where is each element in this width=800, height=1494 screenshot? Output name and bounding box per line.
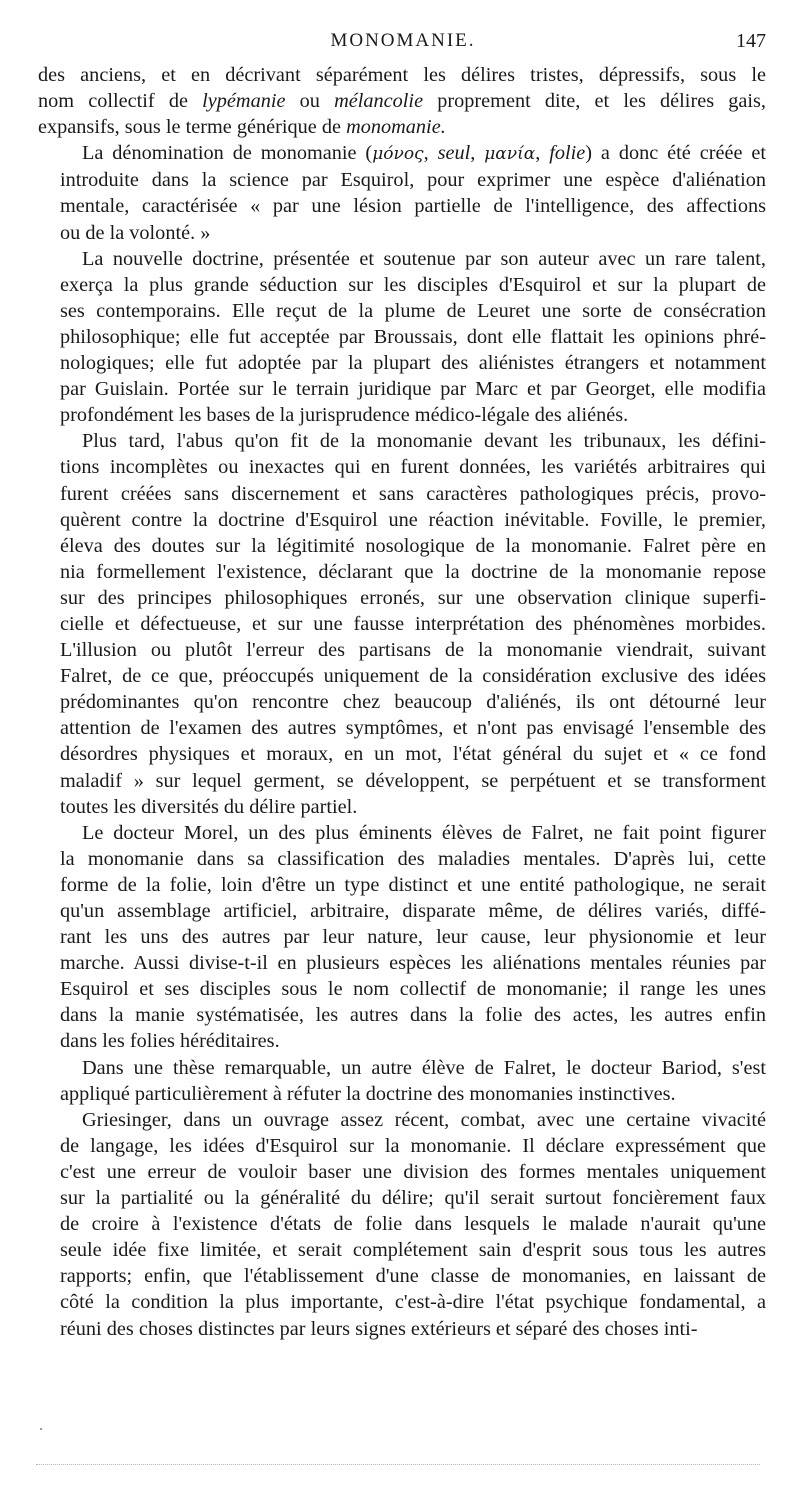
greek-term: μόνος — [372, 144, 424, 165]
text-run: expansifs, sous le terme générique de — [38, 116, 347, 139]
text-run: par Guislain. Portée sur le terrain juridique par Marc et par Georget, elle modifia — [60, 378, 766, 401]
text-line — [38, 1185, 766, 1211]
text-line — [38, 402, 766, 428]
text-line — [38, 533, 766, 559]
text-run: quèrent contre la doctrine d'Esquirol une réaction inévitable. Foville, le premier, — [60, 508, 766, 531]
text-run: désordres physiques et moraux, en un mot, l'état général du sujet et « ce fond — [60, 743, 766, 766]
text-line — [38, 741, 766, 767]
text-run: prédominantes qu'on rencontre chez beaucoup d'aliénés, ils ont détourné leur — [60, 691, 766, 714]
paragraph — [38, 62, 766, 140]
paragraph — [38, 1055, 766, 1107]
text-line — [38, 324, 766, 350]
text-line — [38, 1107, 766, 1133]
running-head: MONOMANIE. — [330, 30, 476, 51]
text-run: La dénomination de monomanie ( — [82, 142, 373, 165]
text-run: exerça la plus grande séduction sur les disciples d'Esquirol et sur la plupart de — [60, 273, 766, 296]
text-run: profondément les bases de la jurisprudence médico-légale des aliénés. — [60, 404, 629, 427]
text-run: ou — [285, 90, 335, 113]
text-run: nom collectif de — [38, 90, 203, 113]
text-run: introduite dans la science par Esquirol, pour exprimer une espèce d'aliénation — [60, 169, 766, 192]
text-line — [38, 507, 766, 533]
italic-term: monomanie. — [346, 116, 446, 139]
text-run: la monomanie dans sa classification des maladies mentales. D'après lui, cette — [60, 847, 766, 870]
text-line — [38, 220, 766, 246]
text-run: , — [423, 142, 438, 165]
text-run: attention de l'examen des autres symptômes, et n'ont pas envisagé l'ensemble des — [60, 717, 766, 740]
paragraph — [38, 140, 766, 245]
text-run: toutes les diversités du délire partiel. — [60, 795, 358, 818]
text-run: Esquirol et ses disciples sous le nom collectif de monomanie; il range les unes — [60, 978, 766, 1001]
text-line — [38, 62, 766, 88]
text-run: Dans une thèse remarquable, un autre élève de Falret, le docteur Bariod, s'est — [82, 1056, 766, 1079]
text-run: ses contemporains. Elle reçut de la plume de Leuret une sorte de consécration — [60, 299, 766, 322]
text-run: ou de la volonté. » — [60, 221, 211, 244]
text-line — [38, 663, 766, 689]
text-run: cielle et défectueuse, et sur une fausse interprétation des phénomènes morbides. — [60, 612, 766, 635]
text-run: dans la manie systématisée, les autres dans la folie des actes, les autres enfin — [60, 1004, 766, 1027]
text-line — [38, 976, 766, 1002]
text-line — [38, 114, 766, 140]
text-run: rant les uns des autres par leur nature, leur cause, leur physionomie et leur — [60, 926, 766, 949]
text-line — [38, 193, 766, 219]
text-line — [38, 167, 766, 193]
text-line — [38, 1055, 766, 1081]
text-line — [38, 246, 766, 272]
text-run: qu'un assemblage artificiel, arbitraire, disparate même, de délires variés, diffé- — [60, 900, 766, 922]
text-line — [38, 1159, 766, 1185]
text-line — [38, 768, 766, 794]
text-line — [38, 428, 766, 454]
italic-term: lypémanie — [202, 90, 286, 113]
text-run: tions incomplètes ou inexactes qui en furent données, les variétés arbitraires qui — [60, 456, 766, 479]
text-line — [38, 898, 766, 924]
text-line — [38, 1263, 766, 1289]
text-line — [38, 481, 766, 507]
text-line — [38, 1237, 766, 1263]
text-line — [38, 689, 766, 715]
text-line — [38, 1081, 766, 1107]
print-speck — [40, 1428, 42, 1430]
paragraph — [38, 820, 766, 1055]
text-run: proprement dite, et les délires gais, — [423, 90, 766, 113]
greek-term: μανία — [484, 144, 536, 165]
italic-term: folie — [549, 142, 586, 165]
text-run: Griesinger, dans un ouvrage assez récent, combat, avec une certaine vivacité — [82, 1108, 766, 1131]
text-run: c'est une erreur de vouloir baser une division des formes mentales uniquement — [60, 1160, 766, 1183]
text-run: Falret, de ce que, préoccupés uniquement de la considération exclusive des idées — [60, 665, 766, 688]
text-run: côté la condition la plus importante, c'est-à-dire l'état psychique fondamental, a — [60, 1291, 766, 1314]
text-run: dans les folies héréditaires. — [60, 1030, 280, 1053]
page-number: 147 — [736, 30, 766, 52]
text-run: furent créées sans discernement et sans caractères pathologiques précis, provo- — [60, 482, 766, 505]
text-run: réuni des choses distinctes par leurs signes extérieurs et séparé des choses inti- — [60, 1317, 698, 1340]
text-line — [38, 559, 766, 585]
text-run: Plus tard, l'abus qu'on fit de la monomanie devant les tribunaux, les défini- — [82, 430, 766, 453]
text-run: mentale, caractérisée « par une lésion partielle de l'intelligence, des affections — [60, 195, 766, 218]
text-run: Le docteur Morel, un des plus éminents élèves de Falret, ne fait point figurer — [82, 821, 766, 844]
text-run: des anciens, et en décrivant séparément les délires tristes, dépressifs, sous le — [38, 64, 766, 86]
text-line — [38, 950, 766, 976]
text-line — [38, 1316, 766, 1342]
text-line — [38, 1211, 766, 1237]
text-line — [38, 140, 766, 167]
italic-term: seul — [437, 142, 471, 165]
paragraph — [38, 246, 766, 429]
text-line — [38, 872, 766, 898]
page-bottom-edge — [36, 1462, 760, 1465]
text-line — [38, 272, 766, 298]
text-line — [38, 88, 766, 114]
text-run: appliqué particulièrement à réfuter la doctrine des monomanies instinctives. — [60, 1082, 676, 1105]
text-run: de croire à l'existence d'états de folie dans lesquels le malade n'aurait qu'une — [60, 1213, 766, 1236]
text-line — [38, 794, 766, 820]
text-line — [38, 376, 766, 402]
text-run: marche. Aussi divise-t-il en plusieurs espèces les aliénations mentales réunies par — [60, 952, 766, 975]
text-run: sur la partialité ou la généralité du délire; qu'il serait surtout foncièrement faux — [60, 1187, 766, 1210]
text-run: éleva des doutes sur la légitimité nosologique de la monomanie. Falret père en — [60, 534, 766, 557]
text-line — [38, 350, 766, 376]
paragraph — [38, 1107, 766, 1342]
body-text — [38, 62, 766, 1342]
text-run: ) a donc été créée et — [585, 142, 767, 165]
text-run: maladif » sur lequel germent, se développent, se perpétuent et se transforment — [60, 769, 766, 792]
text-run: philosophique; elle fut acceptée par Broussais, dont elle flattait les opinions phré- — [60, 325, 766, 348]
text-run: de langage, les idées d'Esquirol sur la monomanie. Il déclare expressément que — [60, 1134, 766, 1157]
page-header — [40, 30, 766, 56]
text-run: sur des principes philosophiques erronés, sur une observation clinique superfi- — [60, 586, 766, 609]
text-line — [38, 1028, 766, 1054]
text-line — [38, 298, 766, 324]
text-line — [38, 585, 766, 611]
text-line — [38, 846, 766, 872]
text-run: L'illusion ou plutôt l'erreur des partisans de la monomanie viendrait, suivant — [60, 639, 766, 662]
text-line — [38, 715, 766, 741]
text-line — [38, 1133, 766, 1159]
text-line — [38, 924, 766, 950]
text-run: La nouvelle doctrine, présentée et soutenue par son auteur avec un rare talent, — [82, 247, 766, 270]
text-run: rapports; enfin, que l'établissement d'une classe de monomanies, en laissant de — [60, 1265, 766, 1288]
text-run: nia formellement l'existence, déclarant que la doctrine de la monomanie repose — [60, 560, 766, 583]
text-line — [38, 611, 766, 637]
text-line — [38, 820, 766, 846]
italic-term: mélancolie — [334, 90, 424, 113]
text-run: , — [470, 142, 485, 165]
text-line — [38, 1002, 766, 1028]
text-line — [38, 454, 766, 480]
text-run: , — [535, 142, 550, 165]
text-run: forme de la folie, loin d'être un type distinct et une entité pathologique, ne serait — [60, 873, 766, 896]
paragraph — [38, 428, 766, 819]
text-run: nologiques; elle fut adoptée par la plupart des aliénistes étrangers et notamment — [60, 352, 766, 375]
text-run: seule idée fixe limitée, et serait complétement sain d'esprit sous tous les autres — [60, 1239, 766, 1262]
text-line — [38, 1289, 766, 1315]
text-line — [38, 637, 766, 663]
